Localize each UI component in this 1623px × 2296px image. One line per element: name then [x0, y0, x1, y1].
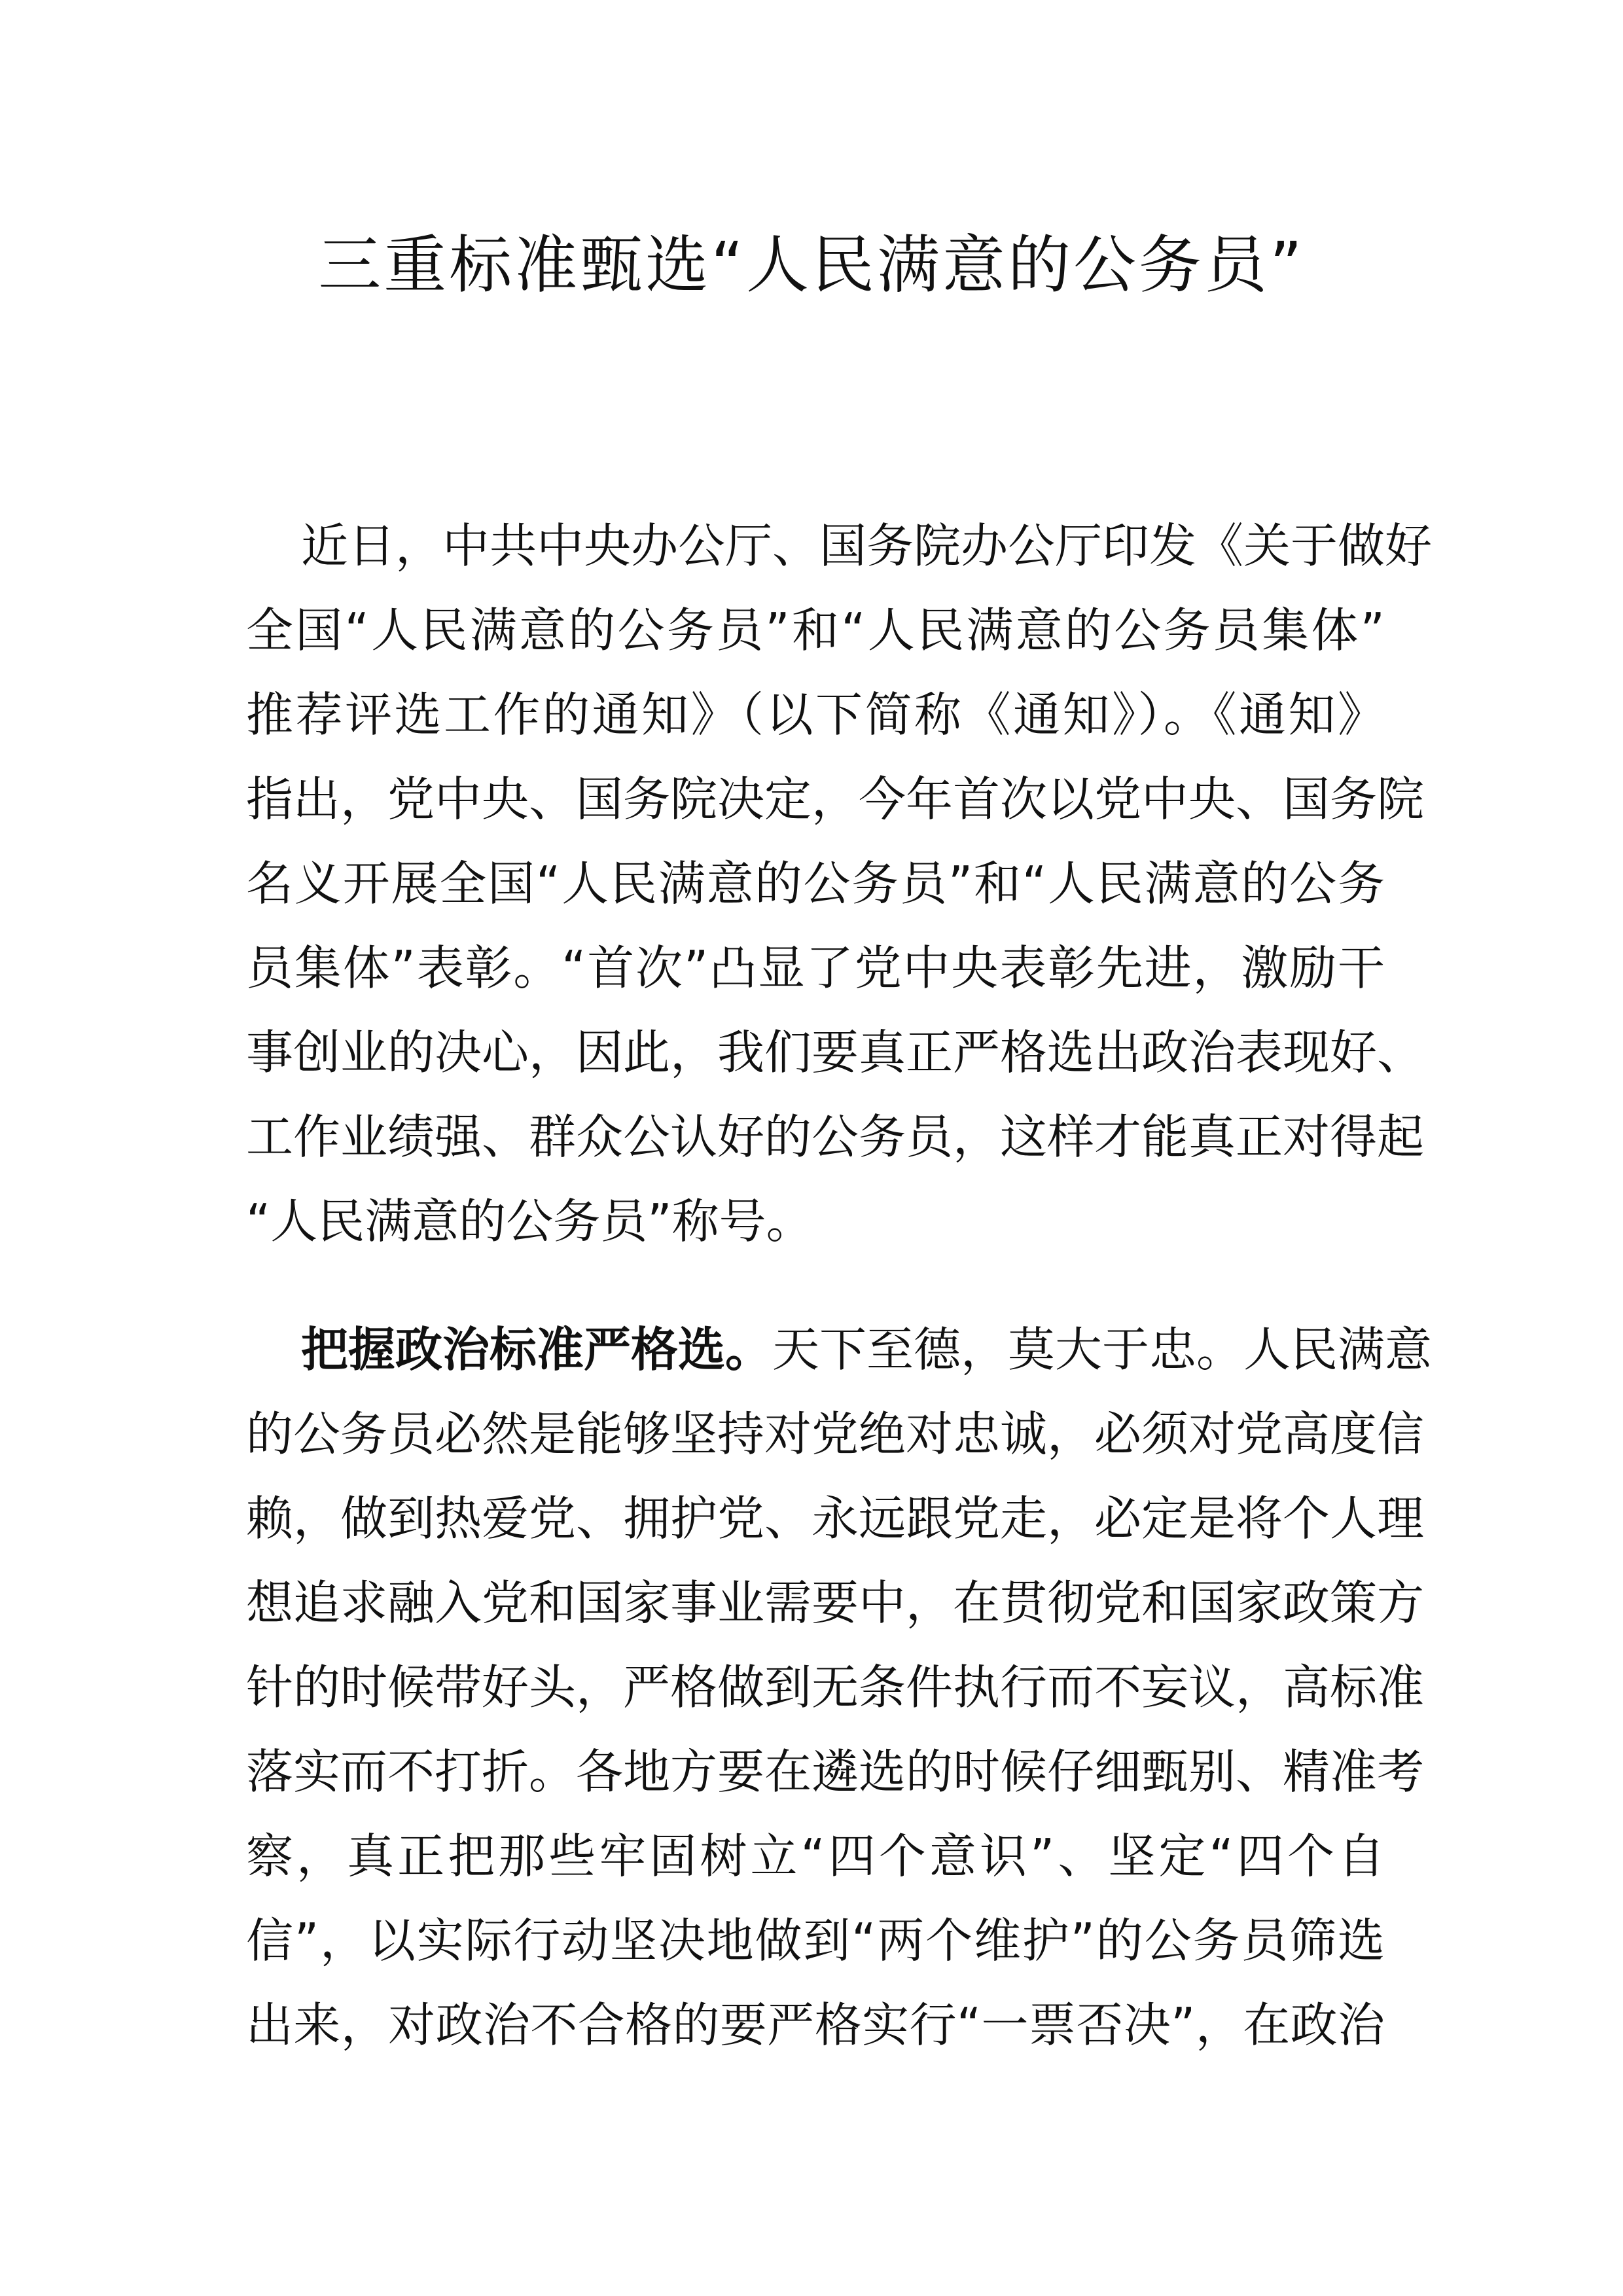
text-line: 出来，对政治不合格的要严格实行“一票否决”，在政治 — [246, 1998, 1385, 2053]
text-line: 工作业绩强、群众公认好的公务员，这样才能真正对得起 — [246, 1109, 1425, 1164]
text-line: 察，真正把那些牢固树立“四个意识”、坚定“四个自 — [246, 1829, 1385, 1884]
section-heading: 把握政治标准严格选。 — [301, 1322, 773, 1377]
text-line: “人民满意的公务员”称号。 — [246, 1194, 813, 1249]
text-line: 指出，党中央、国务院决定，今年首次以党中央、国务院 — [246, 772, 1425, 827]
text-run: 天下至德，莫大于忠。人民满意 — [772, 1322, 1433, 1377]
text-line: 名义开展全国“人民满意的公务员”和“人民满意的公务 — [246, 856, 1385, 911]
text-line-first — [246, 1308, 1433, 1392]
text-line: 事创业的决心，因此，我们要真正严格选出政治表现好、 — [246, 1025, 1425, 1080]
text-line: 想追求融入党和国家事业需要中，在贯彻党和国家政策方 — [246, 1575, 1425, 1630]
document-title: 三重标准甄选“人民满意的公务员” — [318, 228, 1305, 302]
text-line: 的公务员必然是能够坚持对党绝对忠诚，必须对党高度信 — [246, 1407, 1425, 1462]
text-line: 员集体”表彰。“首次”凸显了党中央表彰先进，激励干 — [246, 941, 1385, 996]
text-line: 落实而不打折。各地方要在遴选的时候仔细甄别、精准考 — [246, 1744, 1425, 1799]
paragraph-political-standard — [246, 1308, 1433, 2068]
text-line: 近日，中共中央办公厅、国务院办公厅印发《关于做好 — [301, 518, 1433, 573]
paragraph-intro — [246, 504, 1433, 1264]
text-line: 针的时候带好头，严格做到无条件执行而不妄议，高标准 — [246, 1660, 1425, 1715]
text-line: 推荐评选工作的通知》（以下简称《通知》）。《通知》 — [246, 687, 1385, 742]
text-line: 信”，以实际行动坚决地做到“两个维护”的公务员筛选 — [246, 1913, 1385, 1968]
text-line: 全国“人民满意的公务员”和“人民满意的公务员集体” — [246, 603, 1385, 658]
text-line: 赖，做到热爱党、拥护党、永远跟党走，必定是将个人理 — [246, 1491, 1425, 1546]
